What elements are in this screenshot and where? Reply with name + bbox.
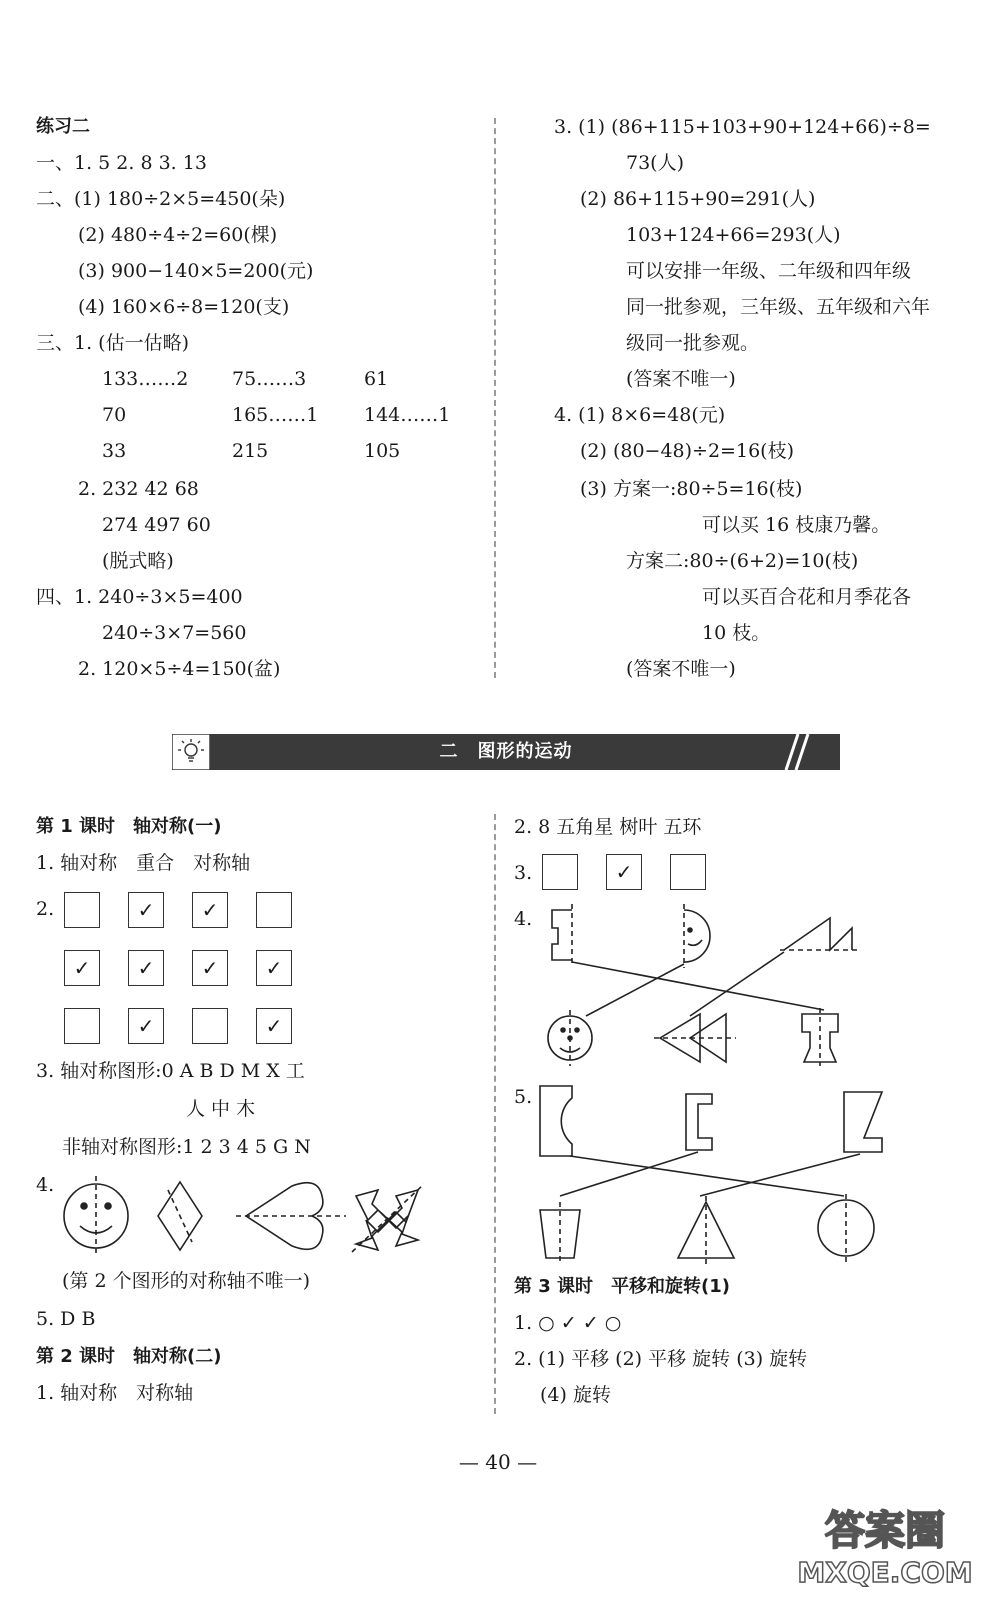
q5-matching-figures [530, 1078, 950, 1268]
left-bottom-line: (第 2 个图形的对称轴不唯一) [62, 1270, 310, 1292]
right-top-line: 可以买百合花和月季花各 [702, 586, 912, 608]
right-bottom-line: 1. ○ ✓ ✓ ○ [514, 1312, 622, 1334]
right-top-line: 3. (1) (86+115+103+90+124+66)÷8= [554, 116, 931, 138]
answer-box: ✓ [128, 950, 164, 986]
answer-box [256, 892, 292, 928]
full-triangles-figure [654, 1014, 736, 1062]
right-top-line: 同一批参观，三年级、五年级和六年 [626, 296, 931, 318]
right-bottom-line: 2. 8 五角星 树叶 五环 [514, 816, 702, 838]
answer-box: ✓ [192, 892, 228, 928]
answer-box: ✓ [128, 892, 164, 928]
right-top-line: 方案二:80÷(6+2)=10(枝) [626, 550, 859, 572]
arrow-figure [352, 1184, 424, 1252]
diamond-figure [158, 1182, 202, 1250]
right-top-line: (2) 86+115+90=291(人) [580, 188, 816, 210]
right-top-line: 4. (1) 8×6=48(元) [554, 404, 726, 426]
answer-box [542, 854, 578, 890]
section-banner [172, 734, 840, 770]
left-top-line: (脱式略) [102, 550, 174, 572]
answer-box [192, 1008, 228, 1044]
page-number: — 40 — [458, 1450, 538, 1474]
left-bottom-line: 3. 轴对称图形:0 A B D M X 工 [36, 1060, 305, 1082]
answer-box: ✓ [192, 950, 228, 986]
left-top-line: (4) 160×6÷8=120(支) [78, 296, 290, 318]
left-top-line: 105 [364, 440, 401, 462]
left-top-line: 三、1. (估一估略) [36, 332, 189, 354]
left-bottom-line: 人 中 木 [186, 1098, 256, 1120]
right-bottom-line: 3. [514, 862, 533, 884]
right-top-line: (答案不唯一) [626, 368, 736, 390]
right-top-line: 73(人) [626, 152, 685, 174]
left-bottom-line: 第 1 课时 轴对称(一) [36, 816, 222, 837]
right-top-line: 10 枝。 [702, 622, 771, 644]
q4-matching-figures [530, 898, 950, 1068]
half-face-figure [684, 904, 710, 968]
half-cup-figure [552, 904, 572, 966]
right-top-line: (2) (80−48)÷2=16(枝) [580, 440, 794, 462]
right-bottom-line: 5. [514, 1086, 533, 1108]
right-top-line: (3) 方案一:80÷5=16(枝) [580, 478, 803, 500]
left-bottom-line: 4. [36, 1174, 55, 1196]
left-top-line: 33 [102, 440, 127, 462]
right-top-line: 103+124+66=293(人) [626, 224, 841, 246]
c-shape-figure [540, 1086, 572, 1156]
left-top-line: (2) 480÷4÷2=60(棵) [78, 224, 278, 246]
left-top-line: 二、(1) 180÷2×5=450(朵) [36, 188, 286, 210]
answer-box: ✓ [256, 1008, 292, 1044]
right-top-line: 级同一批参观。 [626, 332, 760, 354]
left-bottom-line: 2. [36, 898, 55, 920]
banner-title: 二 图形的运动 [439, 741, 573, 762]
z-shape-figure [844, 1092, 882, 1152]
right-top-line: 可以买 16 枝康乃馨。 [702, 514, 891, 536]
left-top-line: 215 [232, 440, 269, 462]
right-top-line: 可以安排一年级、二年级和四年级 [626, 260, 912, 282]
bracket-figure [686, 1094, 712, 1150]
circle-figure [818, 1194, 874, 1262]
left-bottom-line: 第 2 课时 轴对称(二) [36, 1346, 222, 1367]
left-top-line: 75……3 [232, 368, 307, 390]
right-bottom-line: (4) 旋转 [540, 1384, 611, 1406]
answer-box: ✓ [128, 1008, 164, 1044]
answer-box: ✓ [256, 950, 292, 986]
left-bottom-line: 5. D B [36, 1308, 96, 1330]
left-top-line: 133……2 [102, 368, 189, 390]
answer-box [64, 892, 100, 928]
right-bottom-line: 2. (1) 平移 (2) 平移 旋转 (3) 旋转 [514, 1348, 808, 1370]
watermark-logo [790, 1492, 980, 1592]
column-divider-top [494, 118, 496, 678]
left-top-line: 2. 232 42 68 [78, 478, 199, 500]
half-triangles-figure [780, 918, 860, 950]
full-face-figure [548, 1010, 592, 1066]
left-top-line: (3) 900−140×5=200(元) [78, 260, 314, 282]
answer-box: ✓ [64, 950, 100, 986]
left-bottom-line: 1. 轴对称 重合 对称轴 [36, 852, 251, 874]
right-bottom-line: 4. [514, 908, 533, 930]
column-divider-bottom [494, 814, 496, 1414]
svg-text:MXQE.COM: MXQE.COM [797, 1556, 973, 1589]
right-bottom-line: 第 3 课时 平移和旋转(1) [514, 1276, 731, 1297]
answer-box [64, 1008, 100, 1044]
full-cup-figure [802, 1008, 838, 1066]
left-top-line: 70 [102, 404, 127, 426]
left-top-line: 练习二 [36, 116, 90, 137]
svg-text:答案圈: 答案圈 [825, 1508, 945, 1554]
left-bottom-line: 非轴对称图形:1 2 3 4 5 G N [62, 1136, 311, 1158]
left-top-line: 一、1. 5 2. 8 3. 13 [36, 152, 207, 174]
trapezoid-figure [540, 1202, 580, 1264]
triangle-figure [678, 1196, 734, 1264]
left-top-line: 274 497 60 [102, 514, 211, 536]
answer-box: ✓ [606, 854, 642, 890]
left-bottom-line: 1. 轴对称 对称轴 [36, 1382, 194, 1404]
left-top-line: 61 [364, 368, 389, 390]
left-top-line: 四、1. 240÷3×5=400 [36, 586, 243, 608]
left-top-line: 2. 120×5÷4=150(盆) [78, 658, 281, 680]
right-top-line: (答案不唯一) [626, 658, 736, 680]
heart-figure [236, 1183, 346, 1250]
left-top-line: 144……1 [364, 404, 451, 426]
answer-box [670, 854, 706, 890]
left-top-line: 240÷3×7=560 [102, 622, 247, 644]
q4-symmetry-figures [56, 1170, 476, 1260]
left-top-line: 165……1 [232, 404, 319, 426]
smiley-face-figure [64, 1176, 128, 1256]
